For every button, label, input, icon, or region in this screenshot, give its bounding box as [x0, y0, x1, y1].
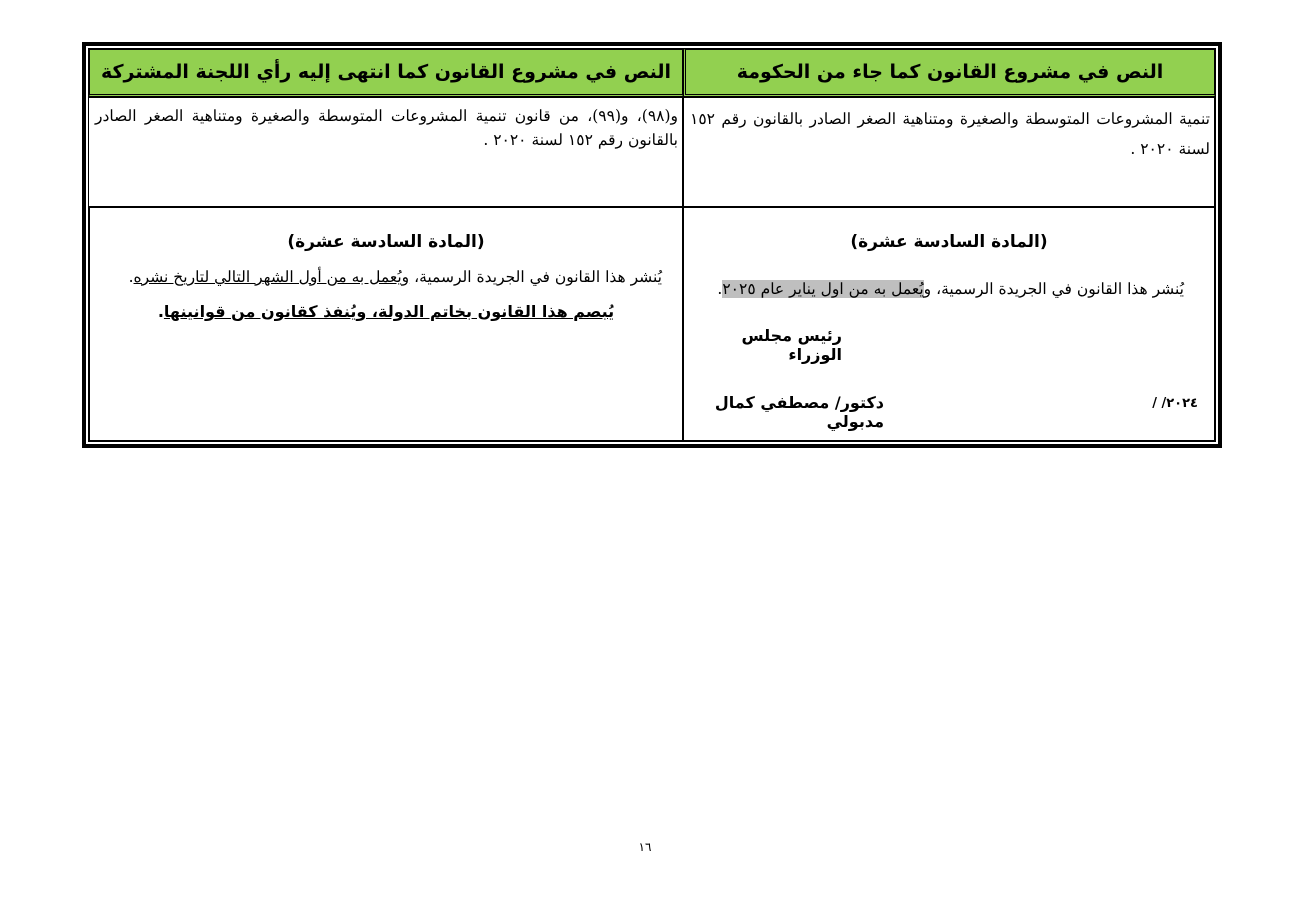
committee-para-end: .	[128, 268, 134, 286]
header-government-label: النص في مشروع القانون كما جاء من الحكومة	[736, 61, 1164, 83]
comparison-table	[82, 42, 1222, 448]
row2-committee-cell	[89, 207, 683, 441]
signature-date: / /٢٠٢٤	[1152, 396, 1198, 411]
row1-government-text: تنمية المشروعات المتوسطة والصغيرة ومتناهية الصغر الصادر بالقانون رقم ١٥٢ لسنة ٢٠٢٠ .	[690, 110, 1210, 158]
government-para-highlight: يُعمل به من اول يناير عام ٢٠٢٥	[722, 280, 924, 298]
committee-seal-text: يُبصم هذا القانون بخاتم الدولة، ويُنفذ كقانون من قوانينها	[163, 302, 615, 321]
comparison-table-grid	[88, 48, 1216, 442]
row2-government-cell	[683, 207, 1215, 441]
government-article-title: (المادة السادسة عشرة)	[850, 232, 1048, 252]
government-publication-paragraph	[684, 274, 1214, 304]
committee-seal-clause	[90, 302, 682, 321]
committee-seal-end: .	[157, 302, 164, 321]
signatory-title: رئيس مجلس الوزراء	[741, 326, 842, 364]
row1-government-cell	[683, 97, 1215, 207]
row1-committee-text: و(٩٨)، و(٩٩)، من قانون تنمية المشروعات المتوسطة والصغيرة ومتناهية الصغر الصادر بالقانون رقم ١٥٢ لسنة ٢٠٢٠ .	[95, 107, 679, 149]
committee-publication-paragraph	[90, 266, 682, 288]
header-committee-text	[89, 49, 683, 97]
government-para-before: يُنشر هذا القانون في الجريدة الرسمية، و	[923, 280, 1184, 298]
page-number: ١٦	[638, 840, 652, 854]
row1-committee-cell	[89, 97, 683, 207]
header-committee-label: النص في مشروع القانون كما انتهى إليه رأي اللجنة المشتركة	[100, 61, 672, 83]
committee-para-start: يُنشر هذا القانون في الجريدة الرسمية،	[409, 268, 662, 286]
header-government-text	[683, 49, 1215, 97]
committee-para-underlined: ويُعمل به من أول الشهر التالي لتاريخ نشره	[133, 268, 410, 286]
government-para-after: .	[717, 280, 723, 298]
signatory-name: دكتور/ مصطفي كمال مدبولي	[714, 393, 884, 431]
committee-article-title: (المادة السادسة عشرة)	[287, 232, 485, 252]
